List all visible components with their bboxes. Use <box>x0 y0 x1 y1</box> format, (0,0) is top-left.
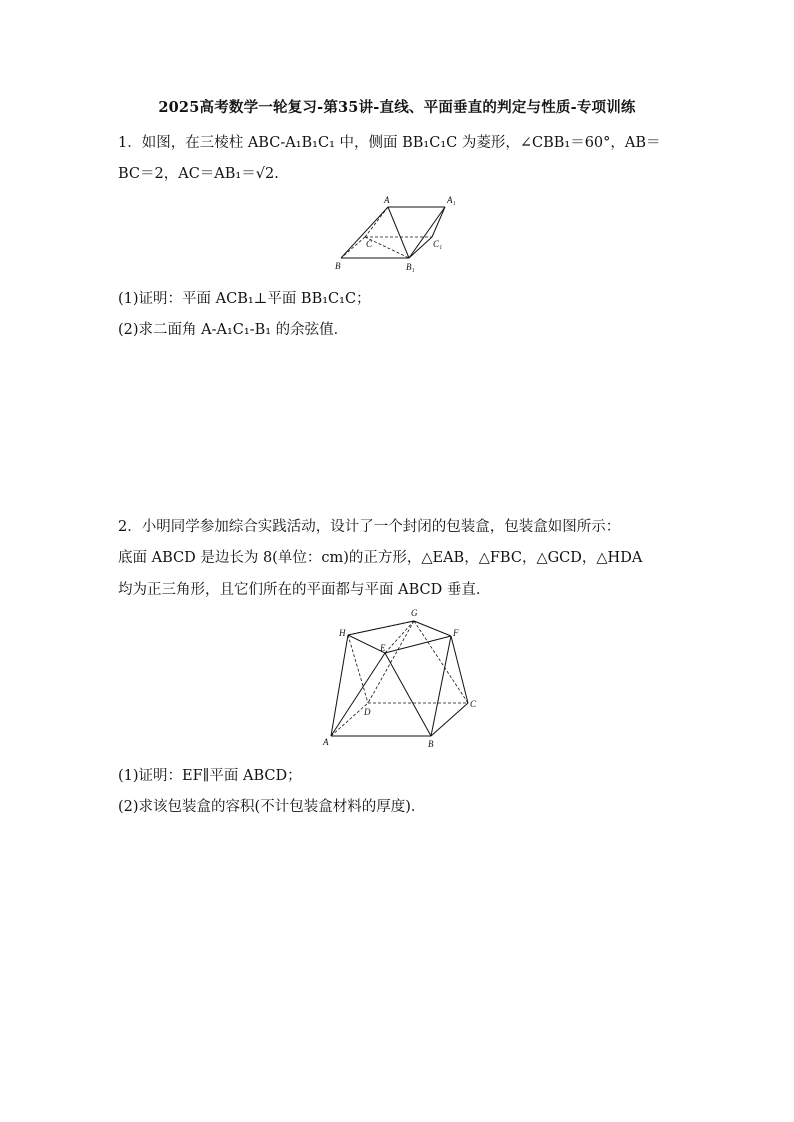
packaging-box-figure <box>318 603 483 749</box>
label-D: D <box>364 707 371 717</box>
problem1-statement-line1: 1．如图，在三棱柱 ABC-A₁B₁C₁ 中，侧面 BB₁C₁C 为菱形，∠CBB₁＝60°，AB＝ <box>118 135 661 151</box>
label-B: B <box>428 739 434 749</box>
label-F: F <box>453 628 459 638</box>
problem1-statement-line2: BC＝2，AC＝AB₁＝√2. <box>118 166 279 182</box>
label-B: B <box>335 261 341 271</box>
label-B1: B₁ <box>406 262 415 272</box>
problem2-part2: (2)求该包装盒的容积(不计包装盒材料的厚度)． <box>118 799 426 815</box>
label-C: C <box>470 699 477 709</box>
label-A: A <box>323 737 329 747</box>
label-A: A <box>384 195 390 205</box>
label-E: E <box>380 643 386 653</box>
label-A1: A₁ <box>447 195 456 205</box>
label-G: G <box>411 608 418 618</box>
problem2-statement-line1: 2．小明同学参加综合实践活动，设计了一个封闭的包装盒，包装盒如图所示： <box>118 519 621 535</box>
problem2-statement-line2: 底面 ABCD 是边长为 8(单位：cm)的正方形，△EAB，△FBC，△GCD，△HDA <box>118 550 643 566</box>
label-C: C <box>366 239 373 249</box>
problem1-part2: (2)求二面角 A-A₁C₁-B₁ 的余弦值． <box>118 322 349 338</box>
document-title: 2025高考数学一轮复习-第35讲-直线、平面垂直的判定与性质-专项训练 <box>158 99 636 116</box>
prism-figure <box>330 190 470 274</box>
label-C1: C₁ <box>433 239 443 249</box>
label-H: H <box>339 628 346 638</box>
problem2-statement-line3: 均为正三角形，且它们所在的平面都与平面 ABCD 垂直． <box>118 582 491 598</box>
problem2-part1: (1)证明：EF∥平面 ABCD； <box>118 768 302 784</box>
problem1-part1: (1)证明：平面 ACB₁⊥平面 BB₁C₁C； <box>118 291 371 307</box>
